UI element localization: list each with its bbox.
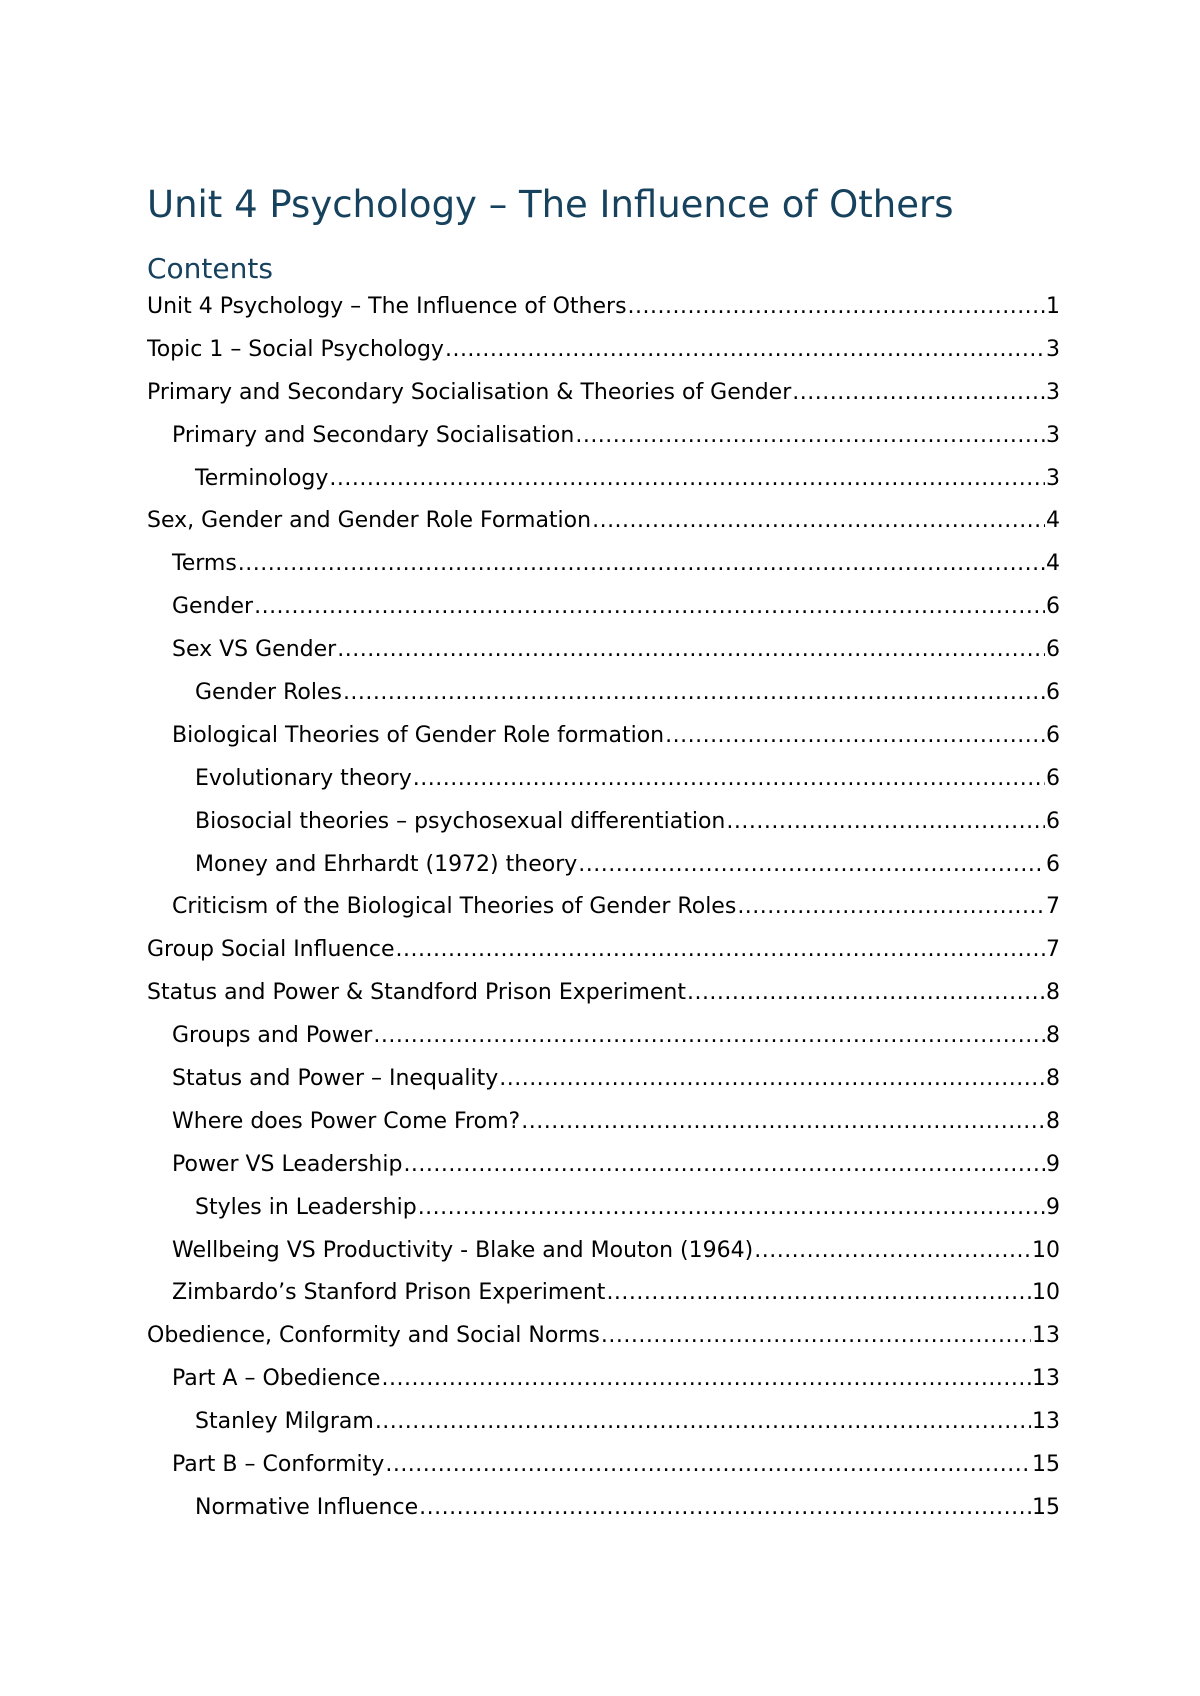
toc-page-number: 6	[1046, 722, 1060, 748]
toc-entry[interactable]	[147, 1230, 1060, 1273]
toc-dot-leader	[403, 1144, 1045, 1187]
toc-dot-leader	[606, 1272, 1031, 1315]
toc-entry[interactable]	[147, 415, 1060, 458]
toc-page-number: 7	[1046, 894, 1060, 920]
toc-entry-title: Gender Roles	[195, 680, 342, 706]
toc-entry-title: Groups and Power	[172, 1023, 373, 1049]
toc-entry-title: Where does Power Come From?	[172, 1108, 521, 1134]
toc-page-number: 9	[1046, 1151, 1060, 1177]
toc-dot-leader	[343, 672, 1045, 715]
toc-entry-title: Sex VS Gender	[172, 637, 337, 663]
toc-entry-title: Group Social Influence	[147, 937, 395, 963]
toc-dot-leader	[254, 586, 1045, 629]
toc-dot-leader	[418, 1187, 1045, 1230]
toc-entry[interactable]	[147, 1015, 1060, 1058]
toc-dot-leader	[396, 929, 1045, 972]
toc-entry-title: Status and Power – Inequality	[172, 1066, 499, 1092]
toc-entry[interactable]	[147, 286, 1060, 329]
toc-page-number: 6	[1046, 680, 1060, 706]
toc-entry-title: Terms	[172, 551, 237, 577]
toc-heading: Contents	[147, 252, 273, 285]
toc-entry-title: Status and Power & Standford Prison Experiment	[147, 980, 686, 1006]
toc-dot-leader	[575, 415, 1045, 458]
toc-page-number: 13	[1032, 1323, 1060, 1349]
toc-dot-leader	[373, 1015, 1045, 1058]
toc-page-number: 3	[1046, 465, 1060, 491]
toc-entry[interactable]	[147, 500, 1060, 543]
toc-entry[interactable]	[147, 1358, 1060, 1401]
toc-page-number: 8	[1046, 1023, 1060, 1049]
toc-entry-title: Stanley Milgram	[195, 1409, 374, 1435]
toc-entry[interactable]	[147, 1187, 1060, 1230]
toc-dot-leader	[592, 500, 1045, 543]
toc-dot-leader	[665, 715, 1045, 758]
toc-entry-title: Zimbardo’s Stanford Prison Experiment	[172, 1280, 606, 1306]
toc-dot-leader	[385, 1444, 1031, 1487]
toc-entry-title: Money and Ehrhardt (1972) theory	[195, 851, 578, 877]
toc-page-number: 15	[1032, 1452, 1060, 1478]
toc-entry[interactable]	[147, 329, 1060, 372]
toc-page-number: 1	[1046, 294, 1060, 319]
toc-page-number: 13	[1032, 1366, 1060, 1392]
toc-page-number: 4	[1046, 551, 1060, 577]
toc-dot-leader	[726, 801, 1045, 844]
toc-entry[interactable]	[147, 1101, 1060, 1144]
document-title: Unit 4 Psychology – The Influence of Others	[147, 183, 954, 226]
toc-page-number: 3	[1046, 336, 1060, 362]
toc-page-number: 6	[1046, 594, 1060, 620]
toc-dot-leader	[329, 458, 1045, 501]
toc-dot-leader	[628, 286, 1045, 329]
toc-entry[interactable]	[147, 972, 1060, 1015]
toc-entry[interactable]	[147, 1144, 1060, 1187]
toc-dot-leader	[337, 629, 1045, 672]
toc-entry[interactable]	[147, 758, 1060, 801]
toc-dot-leader	[521, 1101, 1045, 1144]
toc-page-number: 10	[1032, 1280, 1060, 1306]
toc-entry[interactable]	[147, 586, 1060, 629]
toc-entry-title: Criticism of the Biological Theories of Gender Roles	[172, 894, 737, 920]
toc-dot-leader	[601, 1315, 1031, 1358]
toc-page-number: 6	[1046, 851, 1060, 877]
toc-page-number: 3	[1046, 379, 1060, 405]
toc-entry-title: Sex, Gender and Gender Role Formation	[147, 508, 592, 534]
toc-dot-leader	[419, 1487, 1031, 1530]
toc-entry-title: Evolutionary theory	[195, 765, 412, 791]
toc-dot-leader	[381, 1358, 1031, 1401]
toc-entry-title: Primary and Secondary Socialisation & Theories of Gender	[147, 379, 792, 405]
toc-dot-leader	[238, 543, 1045, 586]
toc-page-number: 10	[1032, 1237, 1060, 1263]
toc-entry[interactable]	[147, 372, 1060, 415]
toc-entry[interactable]	[147, 1272, 1060, 1315]
toc-entry-title: Primary and Secondary Socialisation	[172, 422, 575, 448]
toc-page-number: 8	[1046, 1108, 1060, 1134]
toc-dot-leader	[754, 1230, 1031, 1273]
toc-entry-title: Unit 4 Psychology – The Influence of Others	[147, 294, 627, 319]
toc-dot-leader	[375, 1401, 1031, 1444]
toc-page-number: 6	[1046, 637, 1060, 663]
toc-entry-title: Obedience, Conformity and Social Norms	[147, 1323, 600, 1349]
document-page	[147, 178, 1060, 1530]
toc-page-number: 9	[1046, 1194, 1060, 1220]
toc-entry[interactable]	[147, 672, 1060, 715]
toc-entry-title: Wellbeing VS Productivity - Blake and Mouton (1964)	[172, 1237, 754, 1263]
toc-dot-leader	[578, 844, 1045, 887]
table-of-contents	[147, 286, 1060, 1530]
toc-entry[interactable]	[147, 1315, 1060, 1358]
toc-entry-title: Biological Theories of Gender Role formation	[172, 722, 665, 748]
toc-entry[interactable]	[147, 886, 1060, 929]
toc-page-number: 6	[1046, 765, 1060, 791]
toc-dot-leader	[499, 1058, 1045, 1101]
toc-page-number: 13	[1032, 1409, 1060, 1435]
toc-page-number: 8	[1046, 1066, 1060, 1092]
toc-entry-title: Power VS Leadership	[172, 1151, 403, 1177]
toc-entry[interactable]	[147, 929, 1060, 972]
toc-dot-leader	[737, 886, 1045, 929]
toc-dot-leader	[687, 972, 1045, 1015]
toc-page-number: 15	[1032, 1494, 1060, 1520]
toc-entry-title: Styles in Leadership	[195, 1194, 417, 1220]
toc-entry[interactable]	[147, 458, 1060, 501]
toc-page-number: 6	[1046, 808, 1060, 834]
toc-entry[interactable]	[147, 844, 1060, 887]
toc-page-number: 4	[1046, 508, 1060, 534]
toc-entry-title: Biosocial theories – psychosexual differentiation	[195, 808, 726, 834]
toc-page-number: 7	[1046, 937, 1060, 963]
toc-entry-title: Gender	[172, 594, 254, 620]
toc-entry[interactable]	[147, 715, 1060, 758]
toc-entry-title: Topic 1 – Social Psychology	[147, 336, 444, 362]
toc-dot-leader	[445, 329, 1045, 372]
toc-entry-title: Part A – Obedience	[172, 1366, 381, 1392]
toc-page-number: 3	[1046, 422, 1060, 448]
toc-entry[interactable]	[147, 543, 1060, 586]
toc-entry[interactable]	[147, 1444, 1060, 1487]
toc-entry-title: Terminology	[195, 465, 329, 491]
toc-entry[interactable]	[147, 1058, 1060, 1101]
toc-dot-leader	[792, 372, 1045, 415]
toc-entry[interactable]	[147, 1401, 1060, 1444]
toc-dot-leader	[413, 758, 1045, 801]
toc-entry[interactable]	[147, 801, 1060, 844]
toc-entry-title: Part B – Conformity	[172, 1452, 385, 1478]
toc-entry[interactable]	[147, 1487, 1060, 1530]
toc-entry-title: Normative Influence	[195, 1494, 419, 1520]
toc-page-number: 8	[1046, 980, 1060, 1006]
toc-entry[interactable]	[147, 629, 1060, 672]
